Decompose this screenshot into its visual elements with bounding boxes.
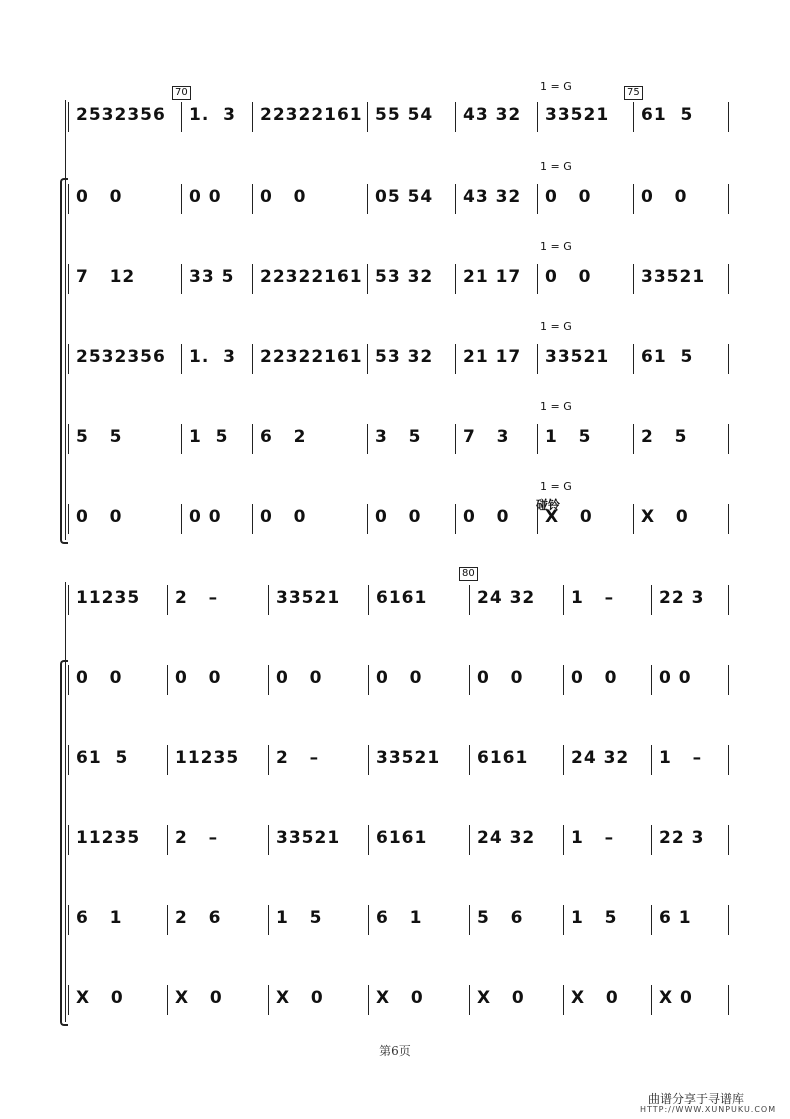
- measure-notes: 22322161: [260, 347, 363, 367]
- barline: [728, 985, 729, 1015]
- measure-notes: 53 32: [375, 347, 434, 367]
- staff-row: [0, 583, 790, 613]
- measure-notes: 1 5: [276, 908, 323, 928]
- key-signature: 1 = G: [540, 320, 572, 333]
- measure-notes: 0 0: [276, 668, 323, 688]
- barline: [469, 665, 470, 695]
- key-signature: 1 = G: [540, 160, 572, 173]
- barline: [181, 344, 182, 374]
- barline: [368, 745, 369, 775]
- measure-notes: 1 5: [189, 427, 229, 447]
- measure-notes: 33521: [376, 748, 441, 768]
- barline: [537, 102, 538, 132]
- measure-notes: 0 0: [76, 668, 123, 688]
- measure-notes: X 0: [175, 988, 223, 1008]
- barline: [563, 585, 564, 615]
- barline: [68, 825, 69, 855]
- barline: [469, 985, 470, 1015]
- barline: [181, 102, 182, 132]
- barline: [651, 825, 652, 855]
- footer-url-text: HTTP://WWW.XUNPUKU.COM: [640, 1105, 777, 1114]
- barline: [68, 665, 69, 695]
- measure-notes: 6 1: [376, 908, 423, 928]
- measure-notes: 1 5: [571, 908, 618, 928]
- measure-notes: 0 0: [175, 668, 222, 688]
- measure-notes: 61 5: [641, 105, 694, 125]
- barline: [167, 985, 168, 1015]
- measure-notes: 6 1: [659, 908, 692, 928]
- barline: [728, 745, 729, 775]
- measure-notes: 2 –: [175, 828, 219, 848]
- measure-notes: 1. 3: [189, 105, 236, 125]
- barline: [537, 504, 538, 534]
- measure-notes: 0 0: [659, 668, 692, 688]
- measure-notes: 33521: [545, 347, 610, 367]
- staff-row: [0, 743, 790, 773]
- barline: [651, 985, 652, 1015]
- footer-site-text: 曲谱分享于寻谱库: [648, 1092, 745, 1106]
- barline: [455, 344, 456, 374]
- barline: [563, 745, 564, 775]
- measure-notes: 5 5: [76, 427, 123, 447]
- staff-row: [0, 342, 790, 372]
- barline: [455, 184, 456, 214]
- measure-notes: 11235: [76, 828, 141, 848]
- barline: [728, 585, 729, 615]
- measure-notes: 1 –: [659, 748, 703, 768]
- measure-notes: 24 32: [477, 828, 536, 848]
- measure-notes: 2 –: [276, 748, 320, 768]
- barline: [181, 504, 182, 534]
- barline: [268, 665, 269, 695]
- barline: [633, 102, 634, 132]
- measure-notes: X 0: [276, 988, 324, 1008]
- barline: [367, 184, 368, 214]
- measure-notes: 0 0: [260, 187, 307, 207]
- barline: [368, 985, 369, 1015]
- key-signature: 1 = G: [540, 80, 572, 93]
- measure-notes: 24 32: [571, 748, 630, 768]
- measure-notes: 53 32: [375, 267, 434, 287]
- barline: [455, 424, 456, 454]
- barline: [167, 585, 168, 615]
- measure-notes: X 0: [641, 507, 689, 527]
- measure-notes: 05 54: [375, 187, 434, 207]
- measure-notes: 6 2: [260, 427, 307, 447]
- measure-notes: 22 3: [659, 828, 705, 848]
- barline: [633, 424, 634, 454]
- barline: [728, 825, 729, 855]
- staff-row: [0, 502, 790, 532]
- barline: [68, 985, 69, 1015]
- barline: [167, 825, 168, 855]
- measure-notes: 0 0: [545, 187, 592, 207]
- barline: [633, 344, 634, 374]
- staff-row: [0, 422, 790, 452]
- barline: [268, 985, 269, 1015]
- barline: [367, 344, 368, 374]
- barline: [68, 184, 69, 214]
- staff-row: [0, 903, 790, 933]
- barline: [268, 825, 269, 855]
- barline: [167, 905, 168, 935]
- measure-notes: 1 5: [545, 427, 592, 447]
- barline: [469, 825, 470, 855]
- measure-notes: 7 3: [463, 427, 510, 447]
- measure-notes: 6 1: [76, 908, 123, 928]
- measure-notes: 61 5: [641, 347, 694, 367]
- barline: [563, 985, 564, 1015]
- measure-notes: 0 0: [76, 507, 123, 527]
- barline: [455, 504, 456, 534]
- percussion-label: 碰铃: [536, 498, 561, 512]
- measure-notes: 6161: [376, 828, 428, 848]
- barline: [367, 264, 368, 294]
- staff-row: [0, 182, 790, 212]
- measure-notes: 0 0: [641, 187, 688, 207]
- barline: [537, 264, 538, 294]
- barline: [68, 745, 69, 775]
- page-number: 第6页: [379, 1044, 411, 1058]
- measure-notes: 6161: [477, 748, 529, 768]
- rehearsal-mark-80: 80: [459, 567, 478, 581]
- barline: [68, 585, 69, 615]
- barline: [268, 585, 269, 615]
- measure-notes: 11235: [175, 748, 240, 768]
- measure-notes: 0 0: [76, 187, 123, 207]
- measure-notes: 2 –: [175, 588, 219, 608]
- barline: [469, 585, 470, 615]
- barline: [252, 264, 253, 294]
- staff-row: [0, 983, 790, 1013]
- barline: [268, 905, 269, 935]
- barline: [563, 825, 564, 855]
- measure-notes: X 0: [376, 988, 424, 1008]
- barline: [563, 665, 564, 695]
- barline: [728, 504, 729, 534]
- barline: [268, 745, 269, 775]
- measure-notes: 22322161: [260, 105, 363, 125]
- barline: [68, 905, 69, 935]
- barline: [68, 264, 69, 294]
- measure-notes: 0 0: [463, 507, 510, 527]
- measure-notes: 0 0: [375, 507, 422, 527]
- rehearsal-mark-70: 70: [172, 86, 191, 100]
- barline: [651, 905, 652, 935]
- measure-notes: 1 –: [571, 828, 615, 848]
- measure-notes: 0 0: [477, 668, 524, 688]
- staff-row: [0, 100, 790, 130]
- barline: [181, 184, 182, 214]
- barline: [368, 585, 369, 615]
- barline: [68, 102, 69, 132]
- barline: [181, 424, 182, 454]
- measure-notes: 43 32: [463, 105, 522, 125]
- measure-notes: 7 12: [76, 267, 136, 287]
- key-signature: 1 = G: [540, 400, 572, 413]
- measure-notes: 2 5: [641, 427, 688, 447]
- barline: [455, 264, 456, 294]
- barline: [537, 344, 538, 374]
- barline: [537, 184, 538, 214]
- measure-notes: X 0: [76, 988, 124, 1008]
- barline: [469, 745, 470, 775]
- measure-notes: X 0: [545, 507, 593, 527]
- barline: [651, 745, 652, 775]
- measure-notes: X 0: [571, 988, 619, 1008]
- measure-notes: 55 54: [375, 105, 434, 125]
- barline: [68, 344, 69, 374]
- barline: [651, 585, 652, 615]
- measure-notes: 1 –: [571, 588, 615, 608]
- barline: [537, 424, 538, 454]
- measure-notes: 6161: [376, 588, 428, 608]
- measure-notes: 33521: [276, 828, 341, 848]
- measure-notes: 2 6: [175, 908, 222, 928]
- measure-notes: 0 0: [571, 668, 618, 688]
- barline: [368, 905, 369, 935]
- barline: [167, 745, 168, 775]
- measure-notes: 33521: [641, 267, 706, 287]
- barline: [728, 102, 729, 132]
- barline: [367, 424, 368, 454]
- barline: [252, 504, 253, 534]
- measure-notes: 2532356: [76, 105, 166, 125]
- measure-notes: 61 5: [76, 748, 129, 768]
- key-signature: 1 = G: [540, 240, 572, 253]
- measure-notes: 0 0: [189, 187, 222, 207]
- barline: [252, 184, 253, 214]
- rehearsal-mark-75: 75: [624, 86, 643, 100]
- barline: [728, 665, 729, 695]
- measure-notes: 0 0: [189, 507, 222, 527]
- key-signature: 1 = G: [540, 480, 572, 493]
- barline: [252, 344, 253, 374]
- measure-notes: 22 3: [659, 588, 705, 608]
- barline: [469, 905, 470, 935]
- staff-row: [0, 823, 790, 853]
- measure-notes: 22322161: [260, 267, 363, 287]
- measure-notes: 33 5: [189, 267, 235, 287]
- barline: [455, 102, 456, 132]
- barline: [633, 264, 634, 294]
- measure-notes: 2532356: [76, 347, 166, 367]
- barline: [563, 905, 564, 935]
- barline: [252, 102, 253, 132]
- measure-notes: 3 5: [375, 427, 422, 447]
- measure-notes: 0 0: [545, 267, 592, 287]
- measure-notes: 5 6: [477, 908, 524, 928]
- measure-notes: 11235: [76, 588, 141, 608]
- barline: [728, 424, 729, 454]
- barline: [728, 905, 729, 935]
- barline: [728, 344, 729, 374]
- barline: [167, 665, 168, 695]
- measure-notes: 21 17: [463, 267, 522, 287]
- barline: [368, 825, 369, 855]
- barline: [367, 504, 368, 534]
- barline: [633, 504, 634, 534]
- measure-notes: 1. 3: [189, 347, 236, 367]
- staff-row: [0, 262, 790, 292]
- barline: [633, 184, 634, 214]
- barline: [368, 665, 369, 695]
- barline: [728, 264, 729, 294]
- measure-notes: 43 32: [463, 187, 522, 207]
- barline: [367, 102, 368, 132]
- barline: [728, 184, 729, 214]
- measure-notes: X 0: [477, 988, 525, 1008]
- measure-notes: 0 0: [376, 668, 423, 688]
- measure-notes: 0 0: [260, 507, 307, 527]
- measure-notes: 21 17: [463, 347, 522, 367]
- barline: [68, 424, 69, 454]
- measure-notes: 33521: [276, 588, 341, 608]
- measure-notes: X 0: [659, 988, 693, 1008]
- measure-notes: 33521: [545, 105, 610, 125]
- measure-notes: 24 32: [477, 588, 536, 608]
- barline: [181, 264, 182, 294]
- staff-row: [0, 663, 790, 693]
- barline: [68, 504, 69, 534]
- barline: [651, 665, 652, 695]
- barline: [252, 424, 253, 454]
